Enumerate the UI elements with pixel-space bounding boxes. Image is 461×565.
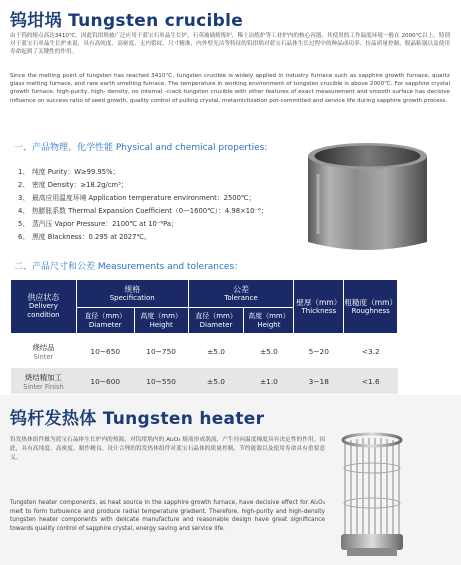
cell-spec-height: 10~750 xyxy=(134,334,188,369)
cell-tol-height: ±1.0 xyxy=(244,368,294,394)
property-item xyxy=(18,179,128,189)
header-tolerance xyxy=(188,280,294,308)
property-text: 密度 Density：≥18.2g/cm³； xyxy=(32,181,128,189)
property-text: 蒸汽压 Vapor Pressure：2100℃ at 10⁻⁶Pa； xyxy=(32,220,178,228)
property-item xyxy=(18,218,178,228)
header-label-cn: 粗糙度（mm） xyxy=(344,297,398,307)
header-label-en: condition xyxy=(27,311,60,319)
condition-name-cn: 烧结品 xyxy=(32,342,55,352)
header-label-en: Diameter xyxy=(199,320,233,329)
cell-wall-thickness: 5~20 xyxy=(294,334,344,369)
condition-name-en: Sinter Finish xyxy=(23,382,64,391)
header-label-en: Roughness xyxy=(351,306,390,315)
property-item xyxy=(18,231,151,241)
header-tol-height xyxy=(244,308,294,334)
property-number: 1、 xyxy=(18,168,30,176)
heater-description-cn: 钨发热体组件做为蓝宝石晶体生长炉内的热源，对钨坩埚内的 Al₂O₃ 熔液形成涡流，产生径向温度梯度具有决定性的作用。因此，具有高纯度、高密度、制作精良、设计合理的钨发热体组件对蓝宝石晶体的质量控制、节约能源以及使用寿命具有重要意义。 xyxy=(10,437,325,461)
cell-spec-height: 10~550 xyxy=(134,368,188,394)
dimensions-section-title: 二、产品尺寸和公差 Measurements and tolerances： xyxy=(14,262,244,272)
table-row xyxy=(11,368,450,394)
tungsten-heater-photo xyxy=(335,428,410,558)
property-text: 纯度 Purity：W≥99.95%； xyxy=(32,168,120,176)
header-label-en: Height xyxy=(149,320,173,329)
property-text: 热膨胀系数 Thermal Expansion Coefficient（0—1600℃）：4.98×10⁻⁶； xyxy=(32,207,268,215)
header-label-cn: 高度（mm） xyxy=(248,311,290,320)
crucible-title: 钨坩埚 Tungsten crucible xyxy=(10,11,244,31)
property-number: 3、 xyxy=(18,194,30,202)
header-label-cn: 供应状态 xyxy=(27,293,60,302)
header-label-cn: 高度（mm） xyxy=(140,311,182,320)
property-number: 5、 xyxy=(18,220,30,228)
header-label-en: Tolerance xyxy=(224,293,258,302)
cell-roughness: <1.6 xyxy=(344,368,398,394)
cell-tol-height: ±5.0 xyxy=(244,334,294,369)
property-text: 黑度 Blackness：0.295 at 2027℃。 xyxy=(32,233,151,241)
crucible-description-en: Since the melting point of tungsten has reached 3410℃, tungsten crucible is widely applied in industry furnace such as sapphire growth furnace, quartz glass melting furnace, and rare earth smelting furnace. The temperature in working environment of tungsten crucible is above 2000℃. For sapphire crystal growth furnace, high-purity, high- density, no internal -crack tungsten crucible with other features of exact measurement and smooth surface has decisive influence on success ratio of seed growth, quality control of pulling crystal, metamictization pot-committed and service life during sapphire growth process. xyxy=(10,73,450,104)
header-label-cn: 公差 xyxy=(232,284,249,294)
table-row xyxy=(11,334,450,369)
header-spec-diameter xyxy=(76,308,134,334)
cell-tol-diameter: ±5.0 xyxy=(188,368,244,394)
property-text: 最高应用温度环境 Application temperature environment：2500℃； xyxy=(32,194,256,202)
condition-name-en: Sinter xyxy=(33,352,54,361)
cell-spec-diameter: 10~600 xyxy=(76,368,134,394)
property-item xyxy=(18,166,119,176)
tungsten-crucible-photo xyxy=(290,134,445,259)
condition-name-cn: 烧结精加工 xyxy=(24,372,62,382)
properties-section-title: 一、产品物理、化学性能 Physical and chemical properties: xyxy=(14,143,268,153)
header-label-cn: 壁厚（mm） xyxy=(296,297,342,307)
header-delivery-condition xyxy=(11,280,77,334)
header-label-cn: 直径（mm） xyxy=(84,311,127,320)
header-roughness xyxy=(344,280,398,334)
header-spec-height xyxy=(134,308,188,334)
cell-spec-diameter: 10~650 xyxy=(76,334,134,369)
property-number: 2、 xyxy=(18,181,30,189)
property-number: 4、 xyxy=(18,207,30,215)
header-label-en: Thickness xyxy=(301,306,337,315)
measurements-table xyxy=(10,279,450,394)
header-label-en: Height xyxy=(257,320,281,329)
header-specification xyxy=(76,280,188,308)
header-label-cn: 规格 xyxy=(124,284,141,294)
cell-roughness: <3.2 xyxy=(344,334,398,369)
header-label-en: Diameter xyxy=(88,320,122,329)
header-label-cn: 直径（mm） xyxy=(195,311,237,320)
property-item xyxy=(18,192,255,202)
heater-title: 钨杆发热体 Tungsten heater xyxy=(10,409,265,429)
heater-description-en: Tungsten heater components, as heat source in the sapphire growth furnace, have decisive effect for Al₂O₃ melt to form turbulence and produce radial temperature gradient. Therefore, high-purity and high-density tungsten heater components with delicate manufacture and reasonable design have great significance towards quality control of sapphire crystal, energy saving and service life. xyxy=(10,500,325,532)
property-item xyxy=(18,205,268,215)
property-number: 6、 xyxy=(18,233,30,241)
cell-delivery-condition xyxy=(11,368,77,394)
cell-delivery-condition xyxy=(11,334,77,369)
cell-wall-thickness: 3~18 xyxy=(294,368,344,394)
header-label-en: Delivery xyxy=(28,302,58,310)
crucible-description-cn: 由于钨的熔点高达3410℃，因此钨坩埚被广泛应用于蓝宝石单晶生长炉，石英玻璃熔炼炉，稀土冶炼炉等工业炉内的核心容器。其使用的工作温度环境一般在 2000℃以上。特别对于蓝宝石单晶生长炉来说，具有高纯度、高密度、无内裂纹、尺寸精准、内外壁光洁等特征的钨坩埚对蓝宝石晶体生长过程中的种晶成功率、拉晶质量控制、脱晶粘锅以及使用寿命起到了关键性的作用。 xyxy=(10,33,450,56)
header-tol-diameter xyxy=(188,308,244,334)
header-wall-thickness xyxy=(294,280,344,334)
cell-tol-diameter: ±5.0 xyxy=(188,334,244,369)
header-label-en: Specification xyxy=(109,293,155,302)
